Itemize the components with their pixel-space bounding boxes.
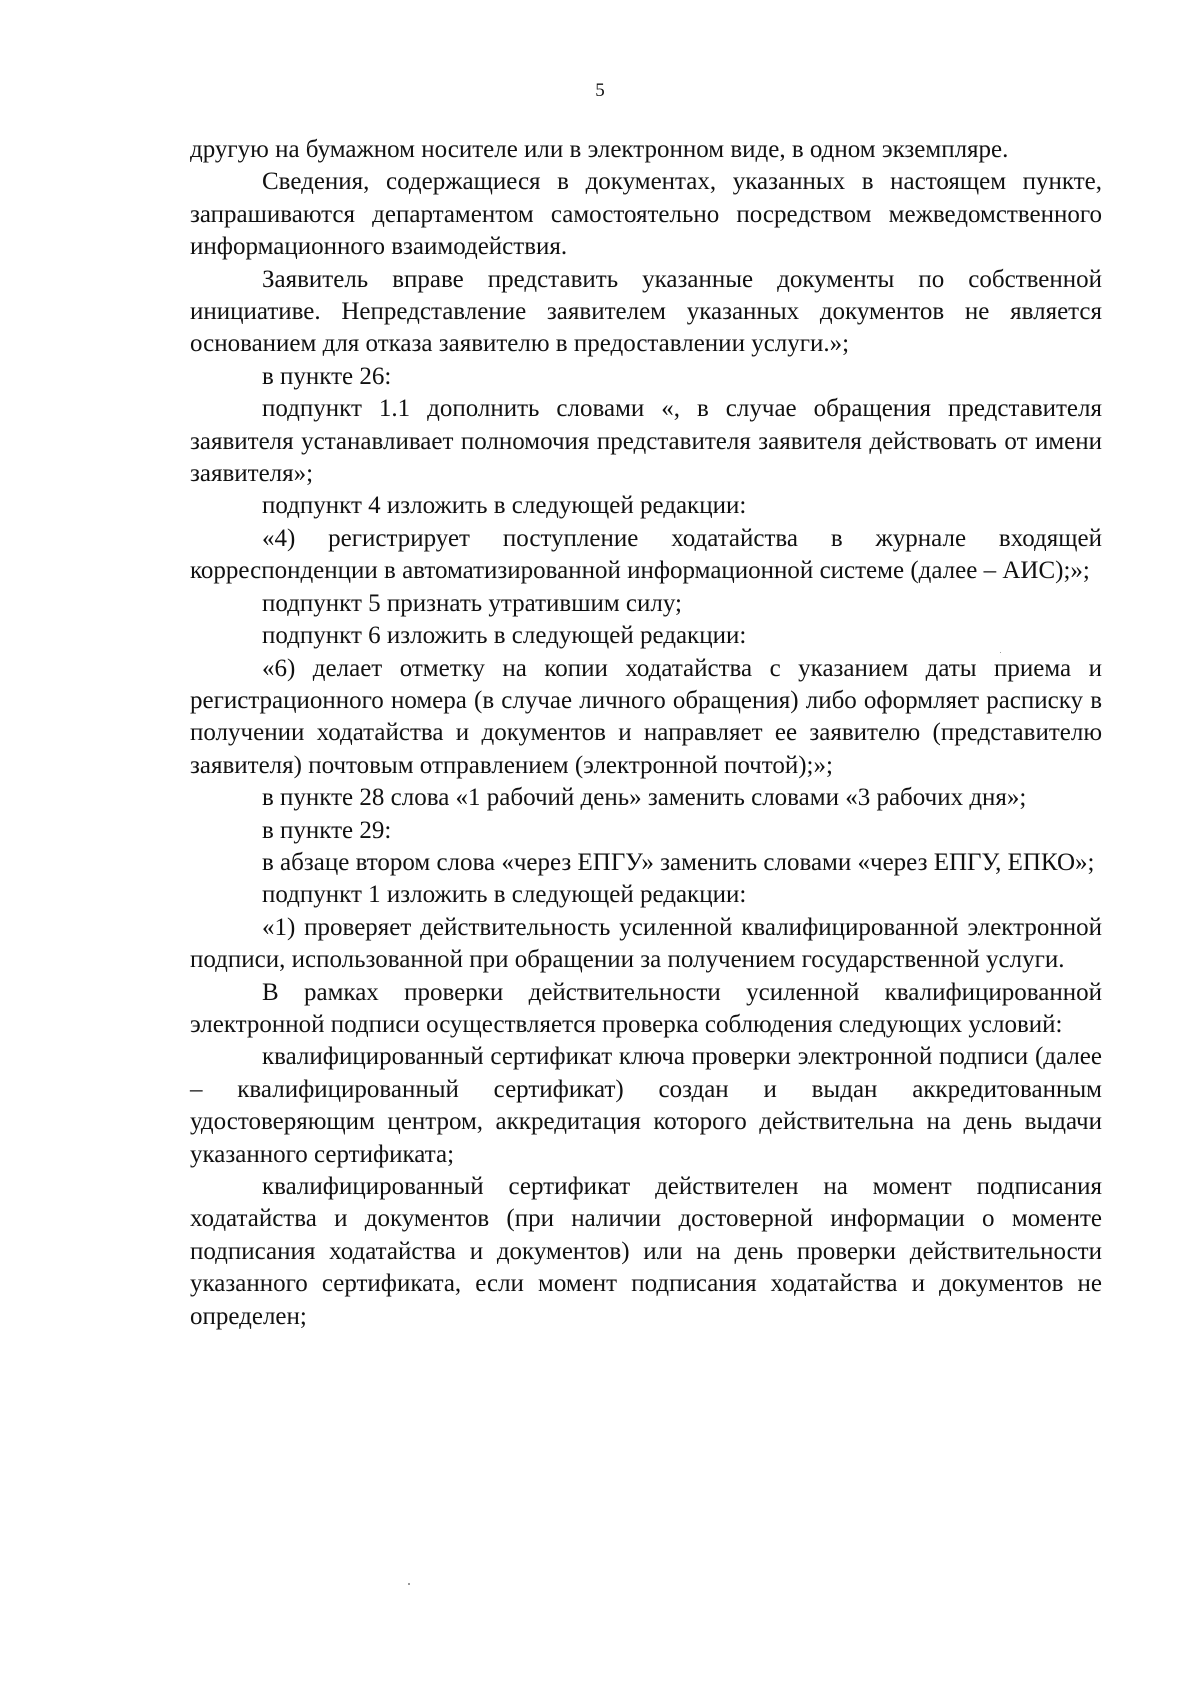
paragraph: «4) регистрирует поступление ходатайства в журнале входящей корреспонденции в автоматизированной информационной системе (далее – АИС);»; — [190, 524, 1102, 585]
paragraph: Заявитель вправе представить указанные документы по собственной инициативе. Непредставление заявителем указанных документов не является основанием для отказа заявителю в предоставлении услуги.»; — [190, 265, 1102, 358]
paragraph: в абзаце втором слова «через ЕПГУ» заменить словами «через ЕПГУ, ЕПКО»; — [262, 848, 1095, 876]
paragraph: «6) делает отметку на копии ходатайства с указанием даты приема и регистрационного номера (в случае личного обращения) либо оформляет расписку в получении ходатайства и документов и направляет ее заявителю (представителю заявителя) почтовым отправлением (электронной почтой);»; — [190, 654, 1102, 779]
scan-speck — [408, 1583, 410, 1585]
paragraph: в пункте 26: — [262, 362, 392, 390]
paragraph: квалифицированный сертификат действителен на момент подписания ходатайства и документов (при наличии достоверной информации о моменте подписания ходатайства и документов) или на день проверки действительности указанного сертификата, если момент подписания ходатайства и документов не определен; — [190, 1173, 1102, 1330]
paragraph: подпункт 1 изложить в следующей редакции: — [262, 881, 747, 909]
paragraph: подпункт 5 признать утратившим силу; — [262, 589, 682, 617]
document-body — [190, 134, 1102, 1333]
paragraph: подпункт 1.1 дополнить словами «, в случае обращения представителя заявителя устанавливает полномочия представителя заявителя действовать от имени заявителя»; — [190, 395, 1102, 488]
paragraph: в пункте 29: — [262, 816, 392, 844]
paragraph: квалифицированный сертификат ключа проверки электронной подписи (далее – квалифицированный сертификат) создан и выдан аккредитованным удостоверяющим центром, аккредитация которого действительна на день выдачи указанного сертификата; — [190, 1043, 1102, 1168]
paragraph: в пункте 28 слова «1 рабочий день» заменить словами «3 рабочих дня»; — [262, 784, 1027, 812]
page-number: 5 — [595, 80, 605, 101]
paragraph: другую на бумажном носителе или в электронном виде, в одном экземпляре. — [190, 136, 1009, 163]
paragraph: В рамках проверки действительности усиленной квалифицированной электронной подписи осуществляется проверка соблюдения следующих условий: — [190, 978, 1102, 1038]
paragraph: подпункт 6 изложить в следующей редакции: — [262, 622, 747, 650]
paragraph: «1) проверяет действительность усиленной квалифицированной электронной подписи, использованной при обращении за получением государственной услуги. — [190, 913, 1102, 974]
paragraph: Сведения, содержащиеся в документах, указанных в настоящем пункте, запрашиваются департаментом самостоятельно посредством межведомственного информационного взаимодействия. — [190, 168, 1102, 261]
paragraph: подпункт 4 изложить в следующей редакции: — [262, 492, 747, 520]
scan-speck — [1000, 652, 1001, 653]
